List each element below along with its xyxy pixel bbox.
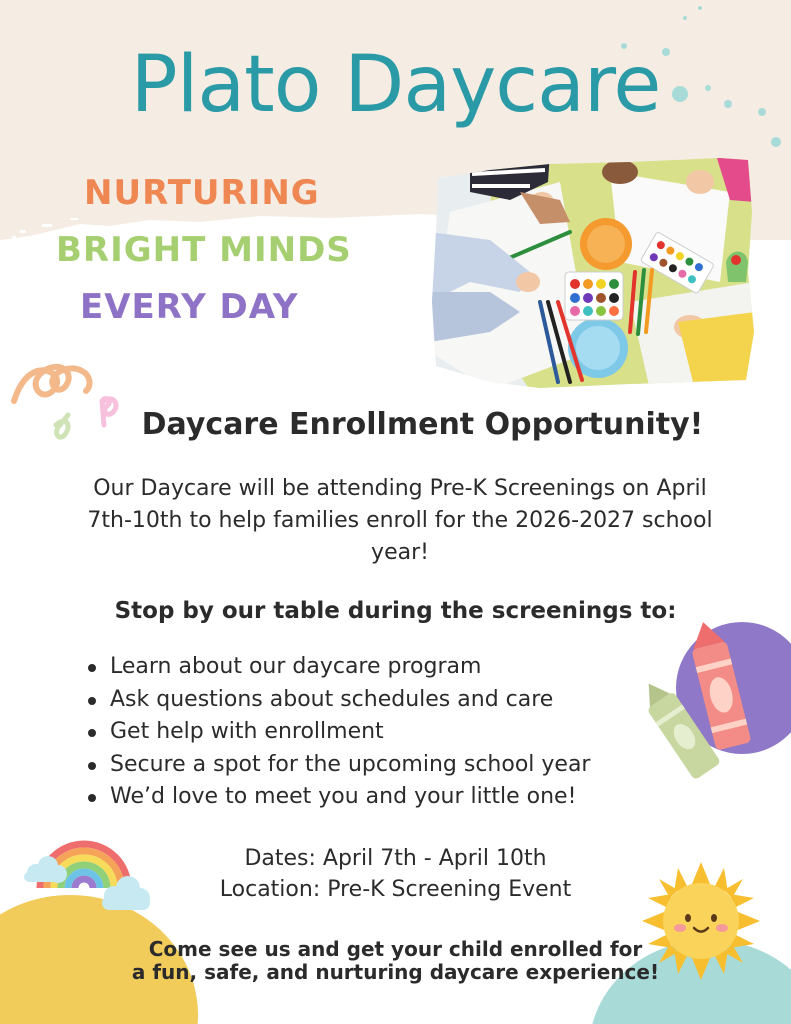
tagline-every-day: EVERY DAY bbox=[80, 287, 299, 327]
list-item: Get help with enrollment bbox=[86, 716, 590, 749]
closing-line-1: Come see us and get your child enrolled for bbox=[148, 937, 643, 961]
list-item: Secure a spot for the upcoming school year bbox=[86, 749, 590, 782]
event-location: Location: Pre-K Screening Event bbox=[219, 877, 572, 902]
photo-children-painting bbox=[430, 152, 755, 390]
intro-paragraph: Our Daycare will be attending Pre-K Screenings on April 7th-10th to help families enroll for the 2026-2027 school year! bbox=[87, 476, 713, 565]
crayon-icon bbox=[640, 620, 791, 780]
event-dates: Dates: April 7th - April 10th bbox=[244, 846, 547, 871]
closing-line-2: a fun, safe, and nurturing daycare experience! bbox=[131, 960, 660, 984]
list-item: Learn about our daycare program bbox=[86, 651, 590, 684]
tagline-nurturing: NURTURING bbox=[84, 173, 320, 213]
closing-message bbox=[0, 938, 791, 984]
page-title: Plato Daycare bbox=[130, 40, 661, 130]
tagline-bright-minds: BRIGHT MINDS bbox=[56, 230, 352, 270]
enrollment-heading: Daycare Enrollment Opportunity! bbox=[141, 407, 704, 442]
activity-list bbox=[86, 651, 590, 814]
event-info bbox=[0, 843, 791, 905]
list-item: Ask questions about schedules and care bbox=[86, 684, 590, 717]
screenings-subheading: Stop by our table during the screenings to: bbox=[114, 598, 677, 624]
list-item: We’d love to meet you and your little one! bbox=[86, 781, 590, 814]
